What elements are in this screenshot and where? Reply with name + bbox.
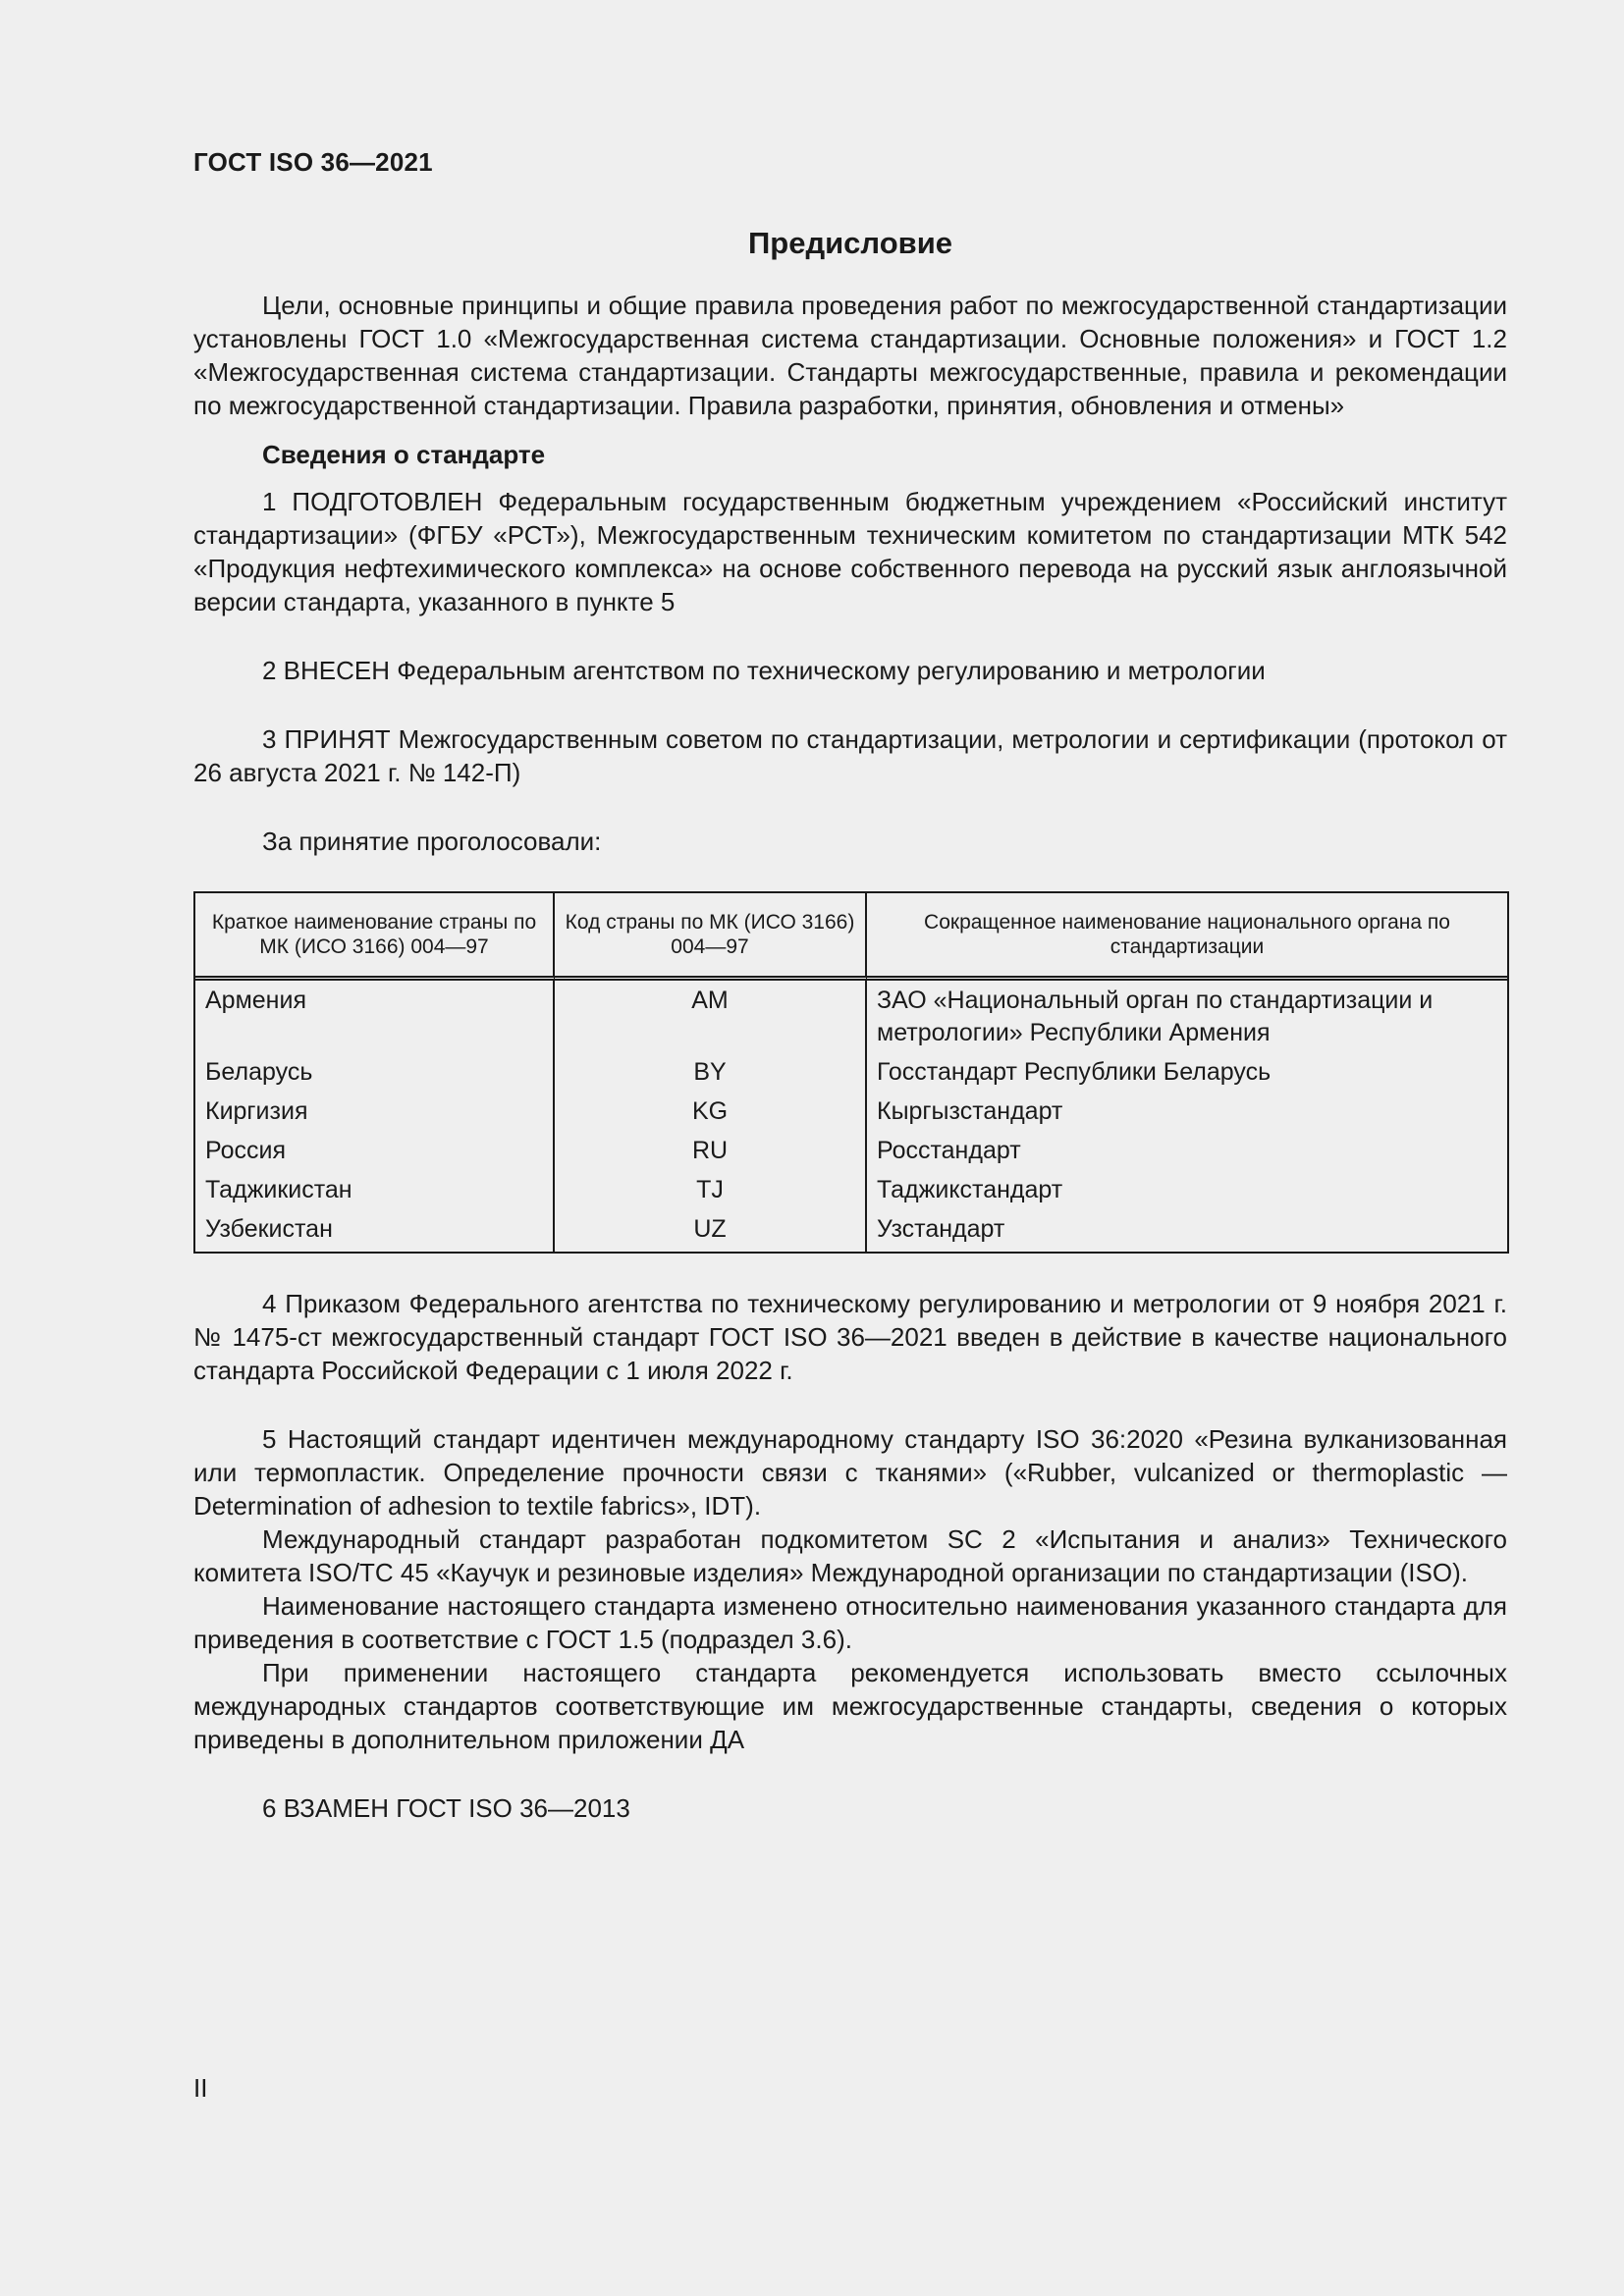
table-row <box>195 1167 1507 1206</box>
cell-country: Армения <box>195 981 555 1049</box>
cell-code: RU <box>555 1128 867 1167</box>
item-introduced: 2 ВНЕСЕН Федеральным агентством по техническому регулированию и метрологии <box>262 656 1266 685</box>
standard-info-heading: Сведения о стандарте <box>262 440 546 469</box>
cell-country: Киргизия <box>195 1089 555 1128</box>
table-row <box>195 1206 1507 1252</box>
item-developer: Международный стандарт разработан подкомитетом SC 2 «Испытания и анализ» Технического комитета ISO/TC 45 «Каучук и резиновые изделия» Международной организации по стандартизации (ISO). <box>193 1524 1507 1587</box>
table-row <box>195 981 1507 1049</box>
voted-label: За принятие проголосовали: <box>262 827 602 856</box>
cell-code: KG <box>555 1089 867 1128</box>
item-prepared: 1 ПОДГОТОВЛЕН Федеральным государственным бюджетным учреждением «Российский институт стандартизации» (ФГБУ «РСТ»), Межгосударственным техническим комитетом по стандартизации МТК 542 «Продукция нефтехимического комплекса» на основе собственного перевода на русский язык англоязычной версии стандарта, указанного в пункте 5 <box>193 487 1507 616</box>
foreword-title: Предисловие <box>747 226 952 260</box>
cell-body: Госстандарт Республики Беларусь <box>877 1058 1272 1086</box>
table-row <box>195 1089 1507 1128</box>
cell-country: Таджикистан <box>195 1167 555 1206</box>
item-identical: 5 Настоящий стандарт идентичен международному стандарту ISO 36:2020 «Резина вулканизованная или термопластик. Определение прочности связи с тканями» («Rubber, vulcanized or thermoplastic — Determination of adhesion to textile fabrics», IDT). <box>193 1424 1507 1521</box>
item-replaces: 6 ВЗАМЕН ГОСТ ISO 36—2013 <box>262 1793 630 1823</box>
item-name-changed: Наименование настоящего стандарта изменено относительно наименования указанного стандарта для приведения в соответствие с ГОСТ 1.5 (подраздел 3.6). <box>193 1591 1507 1654</box>
foreword-intro: Цели, основные принципы и общие правила проведения работ по межгосударственной стандартизации установлены ГОСТ 1.0 «Межгосударственная система стандартизации. Основные положения» и ГОСТ 1.2 «Межгосударственная система стандартизации. Стандарты межгосударственные, правила и рекомендации по межгосударственной стандартизации. Правила разработки, принятия, обновления и отмены» <box>193 291 1507 420</box>
cell-body: ЗАО «Национальный орган по стандартизации и метрологии» Республики Армения <box>877 987 1434 1046</box>
voting-table <box>193 891 1509 1254</box>
page-number: II <box>193 2073 208 2103</box>
cell-body: Росстандарт <box>877 1137 1021 1164</box>
cell-body: Кыргызстандарт <box>877 1097 1063 1125</box>
item-recommendation: При применении настоящего стандарта рекомендуется использовать вместо ссылочных международных стандартов соответствующие им межгосударственные стандарты, сведения о которых приведены в дополнительном приложении ДА <box>193 1658 1507 1754</box>
cell-code: BY <box>555 1049 867 1089</box>
cell-code: UZ <box>555 1206 867 1252</box>
cell-code: TJ <box>555 1167 867 1206</box>
cell-body: Узстандарт <box>877 1215 1005 1243</box>
header-standards-body: Сокращенное наименование национального органа по стандартизации <box>867 893 1507 981</box>
cell-country: Узбекистан <box>195 1206 555 1252</box>
table-row <box>195 1049 1507 1089</box>
document-code: ГОСТ ISO 36—2021 <box>193 147 433 177</box>
table-row <box>195 1128 1507 1167</box>
item-enacted: 4 Приказом Федерального агентства по техническому регулированию и метрологии от 9 ноября 2021 г. № 1475-ст межгосударственный стандарт ГОСТ ISO 36—2021 введен в действие в качестве национального стандарта Российской Федерации с 1 июля 2022 г. <box>193 1289 1507 1385</box>
table-header-row <box>195 893 1507 981</box>
foreword-content <box>193 222 1507 1825</box>
cell-country: Беларусь <box>195 1049 555 1089</box>
header-country-code: Код страны по МК (ИСО 3166) 004—97 <box>555 893 867 981</box>
header-country-name: Краткое наименование страны по МК (ИСО 3166) 004—97 <box>195 893 555 981</box>
cell-country: Россия <box>195 1128 555 1167</box>
cell-code: AM <box>555 981 867 1049</box>
cell-body: Таджикстандарт <box>877 1176 1063 1203</box>
item-adopted: 3 ПРИНЯТ Межгосударственным советом по стандартизации, метрологии и сертификации (протокол от 26 августа 2021 г. № 142-П) <box>193 724 1507 787</box>
